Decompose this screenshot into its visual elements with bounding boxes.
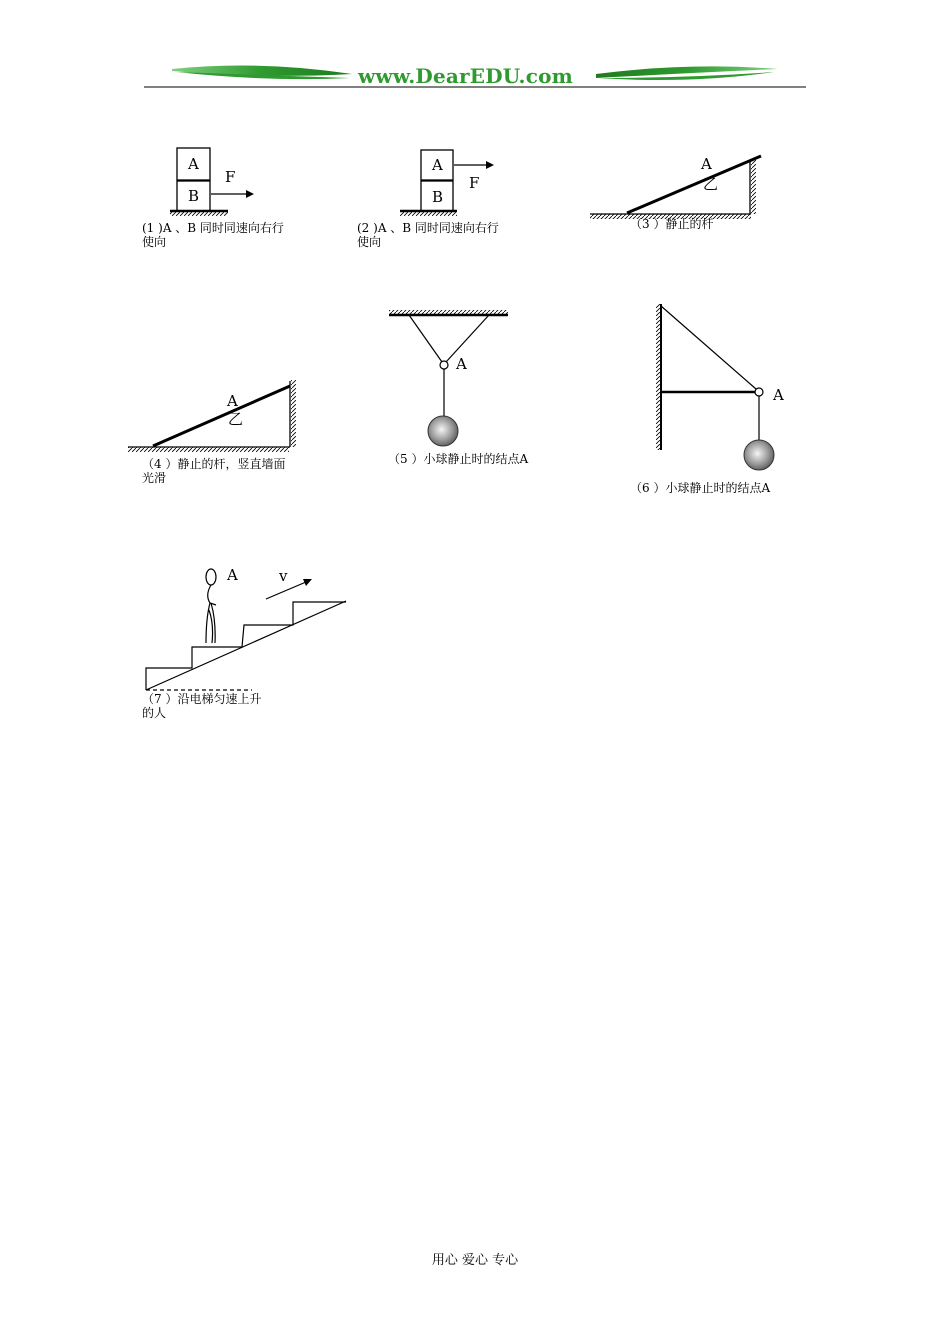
site-logo-text: www.DearEDU.com bbox=[358, 64, 574, 88]
rod bbox=[153, 386, 290, 446]
page-footer: 用心 爱心 专心 bbox=[431, 1253, 519, 1268]
block-hatch bbox=[751, 160, 756, 214]
fig3-caption: （3 ）静止的杆 bbox=[630, 217, 714, 231]
fig1-label-a: A bbox=[188, 155, 199, 173]
fig6-caption: （6 ）小球静止时的结点A bbox=[630, 481, 771, 495]
figure-5 bbox=[389, 310, 508, 446]
fig1-label-b: B bbox=[188, 187, 200, 205]
wall-hatch bbox=[291, 380, 296, 447]
figure-3 bbox=[590, 156, 761, 219]
figure-2 bbox=[400, 150, 494, 216]
person-body bbox=[206, 585, 216, 643]
figure-1 bbox=[170, 148, 254, 216]
fig2-label-f: F bbox=[469, 174, 480, 192]
fig1-caption: (1 )A 、B 同时同速向右行 使向 bbox=[142, 221, 284, 249]
fig5-label-a: A bbox=[456, 355, 467, 373]
fig7-label-v: v bbox=[279, 567, 288, 585]
fig3-label-angle: 乙 bbox=[703, 175, 719, 193]
fig1-label-f: F bbox=[225, 168, 236, 186]
fig6-label-a: A bbox=[773, 386, 784, 404]
rope-diagonal bbox=[661, 306, 756, 389]
ball bbox=[744, 440, 774, 470]
figure-4 bbox=[128, 380, 296, 452]
fig7-label-a: A bbox=[227, 566, 238, 584]
rod bbox=[627, 156, 761, 213]
fig2-label-b: B bbox=[432, 188, 444, 206]
person-head bbox=[206, 569, 216, 585]
knot-a bbox=[755, 388, 763, 396]
fig7-caption: （7 ）沿电梯匀速上升 的人 bbox=[142, 692, 262, 720]
fig5-caption: （5 ）小球静止时的结点A bbox=[388, 452, 529, 466]
figure-7 bbox=[146, 566, 346, 690]
fig3-label-a: A bbox=[701, 155, 712, 173]
fig2-caption: (2 )A 、B 同时同速向右行 使向 bbox=[357, 221, 499, 249]
escalator-incline bbox=[146, 601, 346, 690]
knot-a bbox=[440, 361, 448, 369]
fig4-label-angle: 乙 bbox=[228, 410, 244, 428]
rope-right bbox=[446, 315, 489, 362]
figure-6 bbox=[656, 304, 774, 470]
fig4-label-a: A bbox=[227, 392, 238, 410]
ball bbox=[428, 416, 458, 446]
rope-left bbox=[409, 315, 442, 362]
ground-hatch bbox=[128, 447, 289, 452]
fig2-label-a: A bbox=[432, 156, 443, 174]
fig4-caption: （4 ）静止的杆，竖直墙面 光滑 bbox=[142, 457, 286, 485]
